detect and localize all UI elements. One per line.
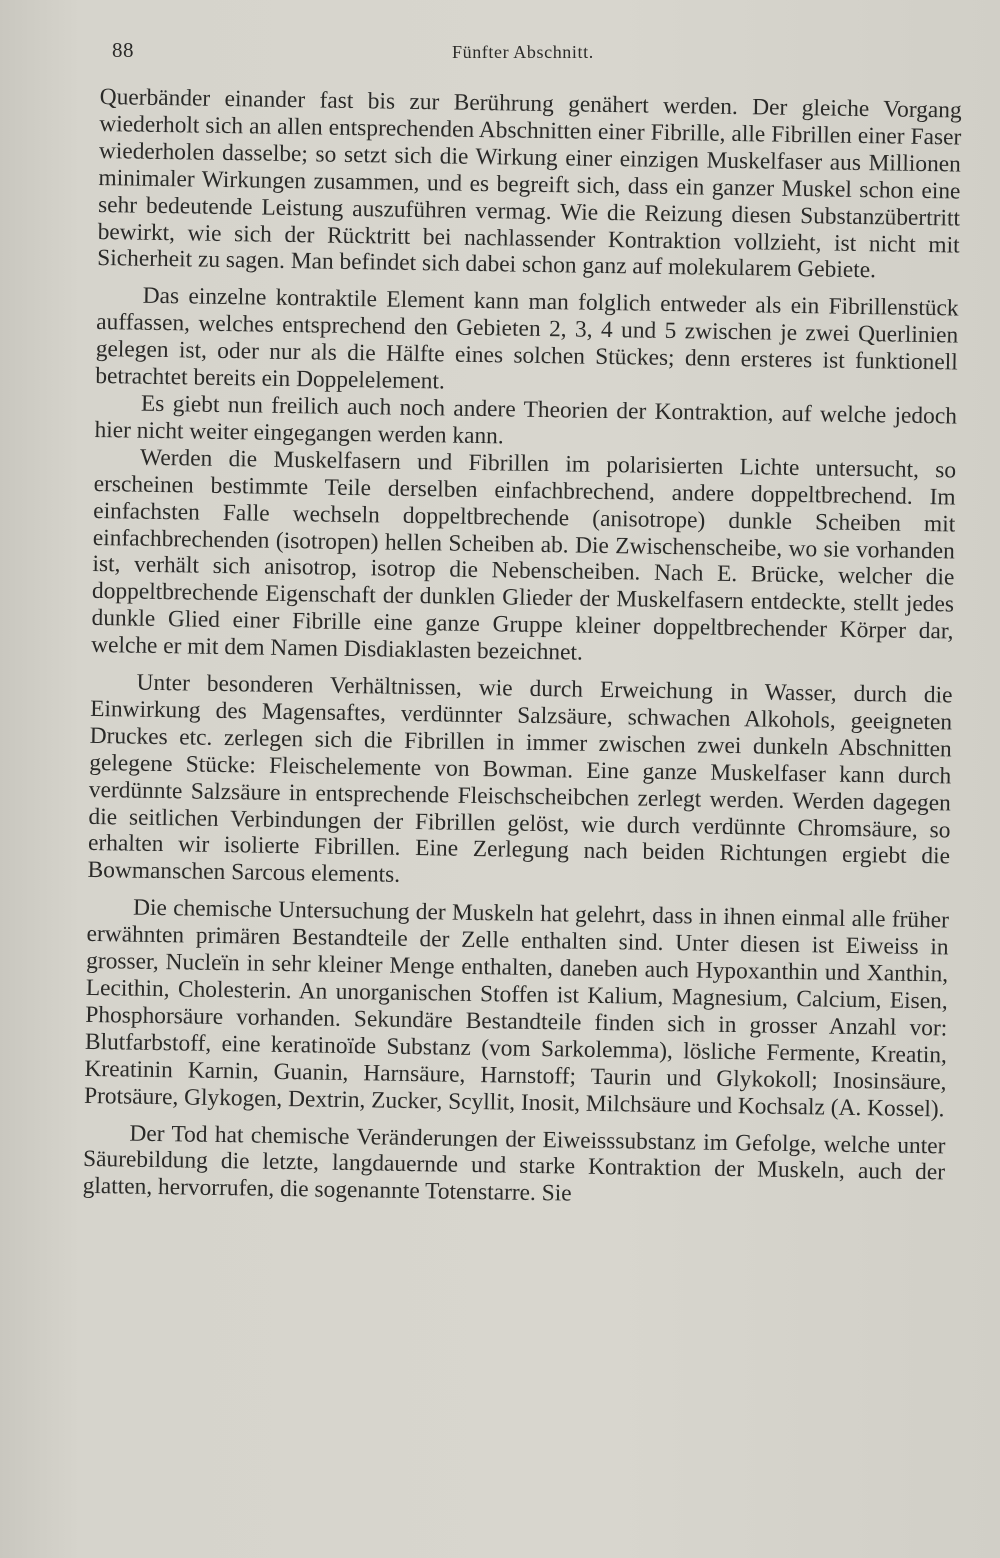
paragraph-chemistry: Die chemische Untersuchung der Muskeln hat gelehrt, dass in ihnen einmal alle früher erwähnten primären Bestandteile der Zelle enthalten sind. Unter diesen ist Eiweiss in grosser, Nucleïn in sehr kleiner Menge enthalten, daneben auch Hypoxanthin und Xanthin, Lecithin, Cholesterin. An unorganischen Stoffen ist Kalium, Magnesium, Calcium, Eisen, Phosphorsäure vorhanden. Sekundäre Bestandteile finden sich in grosser Anzahl vor: Blutfarbstoff, eine keratinoïde Substanz (vom Sarkolemma), lösliche Fermente, Kreatin, Kreatinin Karnin, Guanin, Harnsäure, Harnstoff; Taurin und Glykokoll; Inosinsäure, Protsäure, Glykogen, Dextrin, Zucker, Scyllit, Inosit, Milchsäure und Kochsalz (A. Kossel). <box>83 894 950 1123</box>
running-head: Fünfter Abschnitt. <box>452 42 594 62</box>
paragraph-continuation: Querbänder einander fast bis zur Berührung genähert werden. Der gleiche Vorgang wiederholt sich an allen entsprechenden Abschnitten einer Fibrille, alle Fibrillen einer Faser wiederholen dasselbe; so setzt sich die Wirkung einer einzigen Muskelfaser aus Millionen minimaler Wirkungen zusammen, und es begreift sich, dass ein ganzer Muskel schon eine sehr bedeutende Leistung auszuführen vermag. Wie die Reizung diesen Substanzübertritt bewirkt, wie sich der Rücktritt bei nachlassender Kontraktion vollzieht, ist nicht mit Sicherheit zu sagen. Man befindet sich dabei schon ganz auf molekularem Gebiete. <box>97 84 962 284</box>
paragraph-fleischelemente: Unter besonderen Verhältnissen, wie durch Erweichung in Wasser, durch die Einwirkung des Magensaftes, verdünnter Salzsäure, schwachen Alkohols, geeigneten Druckes etc. zerlegen sich die Fibrillen in immer zwischen zwei dunkeln Abschnitten gelegene Stücke: Fleischelemente von Bowman. Eine ganze Muskelfaser kann durch verdünnte Salzsäure in entsprechende Fleischscheibchen zerlegt werden. Werden dagegen die seitlichen Verbindungen der Fibrillen gelöst, wie durch verdünnte Chromsäure, so erhalten wir isolierte Fibrillen. Eine Zerlegung nach beiden Richtungen ergiebt die Bowmanschen Sarcous elements. <box>87 669 953 889</box>
paragraph-contractile-element: Das einzelne kontraktile Element kann man folglich entweder als ein Fibrillenstück auffassen, welches entsprechend den Gebieten 2, 3, 4 und 5 zwischen je zwei Querlinien gelegen ist, oder nur als die Hälfte eines solchen Stückes; denn ersteres ist funktionell betrachtet bereits ein Doppelelement. <box>95 283 959 395</box>
page-header <box>0 38 1000 72</box>
body-text <box>82 84 961 1214</box>
paragraph-other-theories: Es giebt nun freilich auch noch andere Theorien der Kontraktion, auf welche jedoch hier nicht weiter eingegangen werden kann. <box>94 390 958 450</box>
page-number: 88 <box>112 38 134 62</box>
paragraph-rigor-mortis: Der Tod hat chemische Veränderungen der Eiweisssubstanz im Gefolge, welche unter Säurebildung die letzte, langdauernde und starke Kontraktion der Muskeln, auch der glatten, hervorrufen, die sogenannte Totenstarre. Sie <box>82 1120 946 1207</box>
paragraph-polarized-light: Werden die Muskelfasern und Fibrillen im polarisierten Lichte untersucht, so erscheinen bestimmte Teile derselben einfachbrechend, andere doppeltbrechend. Im einfachsten Falle wechseln doppeltbrechende (anisotrope) dunkle Scheiben mit einfachbrechenden (isotropen) hellen Scheiben ab. Die Zwischenscheibe, wo sie vorhanden ist, verhält sich anisotrop, isotrop die Nebenscheiben. Nach E. Brücke, welcher die doppeltbrechende Eigenschaft der dunklen Glieder der Muskelfasern entdeckte, stellt jedes dunkle Glied einer Fibrille eine ganze Gruppe kleiner doppeltbrechender Körper dar, welche er mit dem Namen Disdiaklasten bezeichnet. <box>90 444 957 666</box>
